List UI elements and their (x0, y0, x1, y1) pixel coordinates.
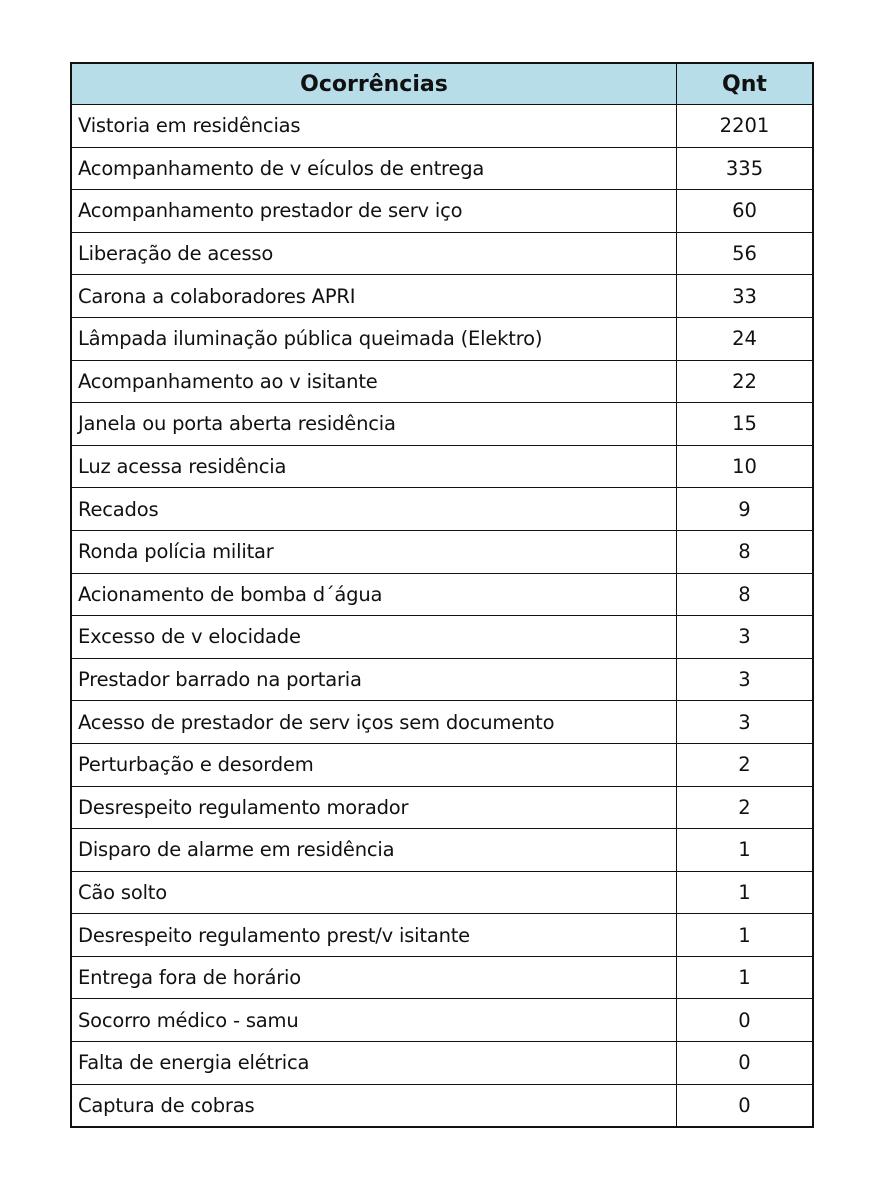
occurrence-quantity: 2 (677, 786, 814, 829)
occurrence-quantity: 56 (677, 232, 814, 275)
occurrence-quantity: 2201 (677, 105, 814, 148)
table-row (71, 275, 813, 318)
occurrence-label: Excesso de v elocidade (71, 616, 677, 659)
occurrence-quantity: 24 (677, 317, 814, 360)
table-row (71, 1084, 813, 1127)
table-row (71, 914, 813, 957)
table-row (71, 488, 813, 531)
occurrence-label: Cão solto (71, 871, 677, 914)
occurrence-label: Vistoria em residências (71, 105, 677, 148)
occurrence-label: Perturbação e desordem (71, 743, 677, 786)
occurrence-quantity: 1 (677, 871, 814, 914)
table-row (71, 190, 813, 233)
header-occurrences: Ocorrências (71, 63, 677, 105)
table-row (71, 786, 813, 829)
occurrence-quantity: 0 (677, 1084, 814, 1127)
occurrence-label: Acompanhamento ao v isitante (71, 360, 677, 403)
table-row (71, 1042, 813, 1085)
table-row (71, 573, 813, 616)
table-row (71, 829, 813, 872)
occurrence-label: Acionamento de bomba d´água (71, 573, 677, 616)
occurrence-quantity: 0 (677, 1042, 814, 1085)
table-row (71, 701, 813, 744)
occurrence-label: Lâmpada iluminação pública queimada (Elektro) (71, 317, 677, 360)
occurrence-label: Desrespeito regulamento morador (71, 786, 677, 829)
header-row (71, 63, 813, 105)
table-row (71, 658, 813, 701)
occurrence-quantity: 8 (677, 530, 814, 573)
occurrence-quantity: 2 (677, 743, 814, 786)
table-row (71, 403, 813, 446)
header-quantity: Qnt (677, 63, 814, 105)
occurrence-label: Falta de energia elétrica (71, 1042, 677, 1085)
occurrence-quantity: 0 (677, 999, 814, 1042)
occurrence-label: Socorro médico - samu (71, 999, 677, 1042)
occurrence-label: Recados (71, 488, 677, 531)
occurrence-quantity: 9 (677, 488, 814, 531)
occurrence-label: Acesso de prestador de serv iços sem documento (71, 701, 677, 744)
occurrence-label: Prestador barrado na portaria (71, 658, 677, 701)
table-row (71, 616, 813, 659)
table-row (71, 956, 813, 999)
occurrence-quantity: 60 (677, 190, 814, 233)
table-row (71, 360, 813, 403)
occurrence-label: Entrega fora de horário (71, 956, 677, 999)
occurrence-label: Acompanhamento prestador de serv iço (71, 190, 677, 233)
occurrence-label: Ronda polícia militar (71, 530, 677, 573)
table-row (71, 743, 813, 786)
occurrence-label: Desrespeito regulamento prest/v isitante (71, 914, 677, 957)
table-row (71, 105, 813, 148)
occurrence-quantity: 3 (677, 658, 814, 701)
occurrence-quantity: 335 (677, 147, 814, 190)
occurrence-quantity: 3 (677, 616, 814, 659)
occurrence-label: Luz acessa residência (71, 445, 677, 488)
occurrence-quantity: 1 (677, 914, 814, 957)
occurrence-quantity: 33 (677, 275, 814, 318)
occurrence-quantity: 10 (677, 445, 814, 488)
table-row (71, 317, 813, 360)
occurrence-label: Acompanhamento de v eículos de entrega (71, 147, 677, 190)
occurrence-label: Disparo de alarme em residência (71, 829, 677, 872)
occurrences-table (70, 62, 814, 1128)
occurrence-quantity: 1 (677, 829, 814, 872)
occurrence-quantity: 1 (677, 956, 814, 999)
occurrence-label: Liberação de acesso (71, 232, 677, 275)
occurrence-label: Carona a colaboradores APRI (71, 275, 677, 318)
occurrence-quantity: 15 (677, 403, 814, 446)
occurrence-quantity: 22 (677, 360, 814, 403)
occurrence-label: Janela ou porta aberta residência (71, 403, 677, 446)
table-row (71, 147, 813, 190)
table-row (71, 232, 813, 275)
occurrence-quantity: 3 (677, 701, 814, 744)
table-row (71, 530, 813, 573)
table-row (71, 871, 813, 914)
occurrence-quantity: 8 (677, 573, 814, 616)
table-row (71, 999, 813, 1042)
occurrence-label: Captura de cobras (71, 1084, 677, 1127)
table-row (71, 445, 813, 488)
table-body (71, 105, 813, 1128)
